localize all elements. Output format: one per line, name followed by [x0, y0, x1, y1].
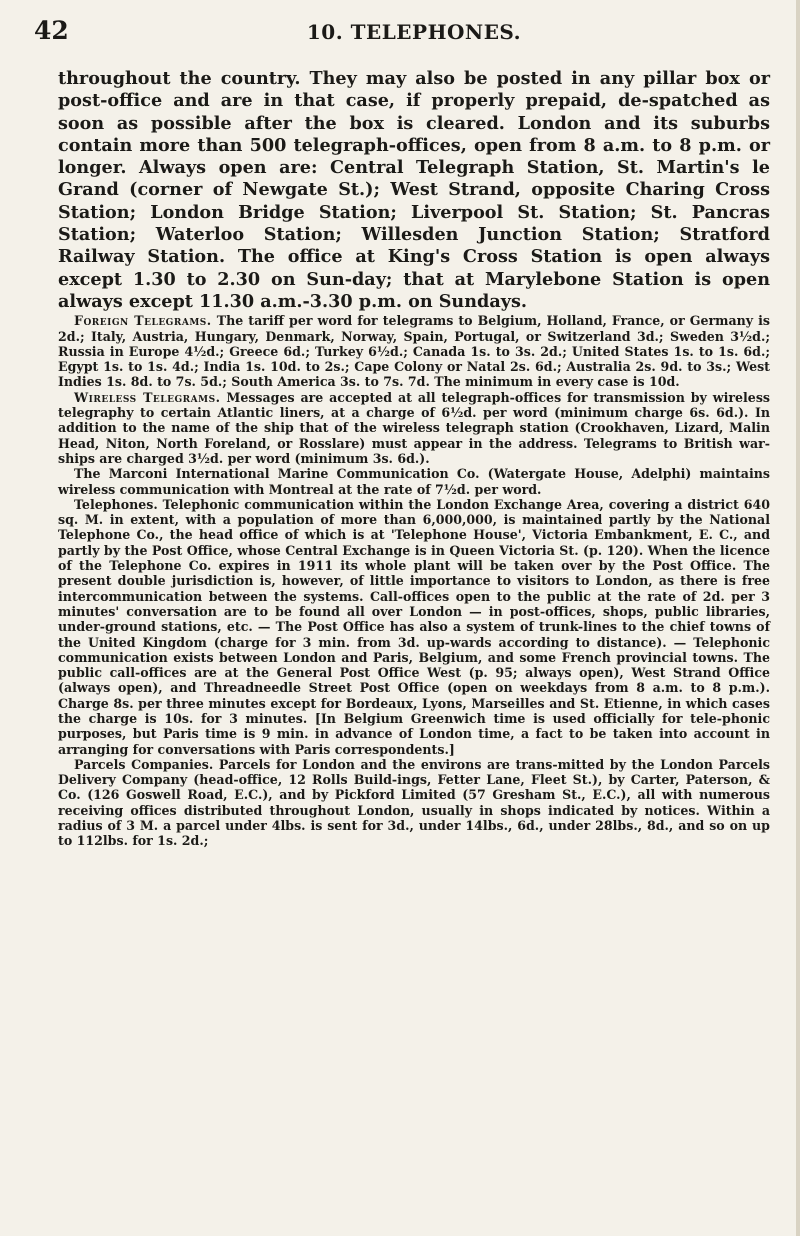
foreign-telegrams-paragraph	[58, 313, 770, 389]
telephones-text: Telephonic communication within the London Exchange Area, covering a district 640 sq. M. in extent, with a population of more than 6,000,000, is maintained partly by the National Telephone Co., the head office of which is at 'Telephone House', Victoria Embankment, E. C., and partly by the Post Office, whose Central Exchange is in Queen Victoria St. (p. 120). When the licence of the Telephone Co. expires in 1911 its whole plant will be taken over by the Post Office. The present double jurisdiction is, however, of little importance to visitors to London, as there is free intercommunication between the systems. Call-offices open to the public at the rate of 2d. per 3 minutes' conversation are to be found all over London — in post-offices, shops, public libraries, under-ground stations, etc. — The Post Office has also a system of trunk-lines to the chief towns of the United Kingdom (charge for 3 min. from 3d. up-wards according to distance). — Telephonic communication exists between London and Paris, Belgium, and some French provincial towns. The public call-offices are at the General Post Office West (p. 95; always open), West Strand Office (always open), and Threadneedle Street Post Office (open on weekdays from 8 a.m. to 8 p.m.). Charge 8s. per three minutes except for Bordeaux, Lyons, Marseilles and St. Etienne, in which cases the charge is 10s. for 3 minutes. [In Belgium Greenwich time is used officially for tele-phonic purposes, but Paris time is 9 min. in advance of London time, a fact to be taken into account in arranging for conversations with Paris correspondents.]	[58, 496, 770, 757]
page-edge	[796, 0, 800, 1236]
page-header	[34, 14, 770, 54]
running-head: 10. TELEPHONES.	[306, 20, 522, 44]
telephones-heading: Telephones.	[74, 496, 158, 512]
parcels-heading: Parcels Companies.	[74, 756, 214, 772]
foreign-telegrams-text: The tariff per word for telegrams to Belgium, Holland, France, or Germany is 2d.; Italy, Austria, Hungary, Denmark, Norway, Spain, Portugal, or Switzerland 3d.; Sweden 3½d.; Russia in Europe 4½d.; Greece 6d.; Turkey 6½d.; Canada 1s. to 3s. 2d.; United States 1s. to 1s. 6d.; Egypt 1s. to 1s. 4d.; India 1s. 10d. to 2s.; Cape Colony or Natal 2s. 6d.; Australia 2s. 9d. to 3s.; West Indies 1s. 8d. to 7s. 5d.; South America 3s. to 7s. 7d. The minimum in every case is 10d.	[58, 313, 770, 390]
wireless-telegrams-text: Messages are accepted at all telegraph-offices for transmission by wireless telegraphy to certain Atlantic liners, at a charge of 6½d. per word (minimum charge 6s. 6d.). In addition to the name of the ship that of the wireless telegraph station (Crookhaven, Lizard, Malin Head, Niton, North Foreland, or Rosslare) must appear in the address. Telegrams to British war-ships are charged 3½d. per word (minimum 3s. 6d.).	[58, 389, 770, 466]
marconi-paragraph: The Marconi International Marine Communication Co. (Watergate House, Adelphi) maintains wireless communication with Montreal at the rate of 7½d. per word.	[58, 466, 770, 497]
parcels-paragraph	[58, 757, 770, 849]
page-number: 42	[34, 16, 69, 45]
wireless-telegrams-heading: Wireless Telegrams.	[74, 389, 221, 405]
wireless-telegrams-paragraph	[58, 390, 770, 466]
telephones-paragraph	[58, 497, 770, 757]
parcels-text: Parcels for London and the environs are trans-mitted by the London Parcels Delivery Company (head-office, 12 Rolls Build-ings, Fetter Lane, Fleet St.), by Carter, Paterson, & Co. (126 Goswell Road, E.C.), and by Pickford Limited (57 Gresham St., E.C.), all with numerous receiving offices distributed throughout London, usually in shops indicated by notices. Within a radius of 3 M. a parcel under 4lbs. is sent for 3d., under 14lbs., 6d., under 28lbs., 8d., and so on up to 112lbs. for 1s. 2d.;	[58, 756, 771, 849]
book-page	[34, 14, 771, 849]
lead-paragraph: throughout the country. They may also be posted in any pillar box or post-office and are in that case, if properly prepaid, de-spatched as soon as possible after the box is cleared. London and its suburbs contain more than 500 telegraph-offices, open from 8 a.m. to 8 p.m. or longer. Always open are: Central Telegraph Station, St. Martin's le Grand (corner of Newgate St.); West Strand, opposite Charing Cross Station; London Bridge Station; Liverpool St. Station; St. Pancras Station; Waterloo Station; Willesden Junction Station; Stratford Railway Station. The office at King's Cross Station is open always except 1.30 to 2.30 on Sun-day; that at Marylebone Station is open always except 11.30 a.m.-3.30 p.m. on Sundays.	[58, 68, 770, 312]
foreign-telegrams-heading: Foreign Telegrams.	[74, 313, 212, 329]
